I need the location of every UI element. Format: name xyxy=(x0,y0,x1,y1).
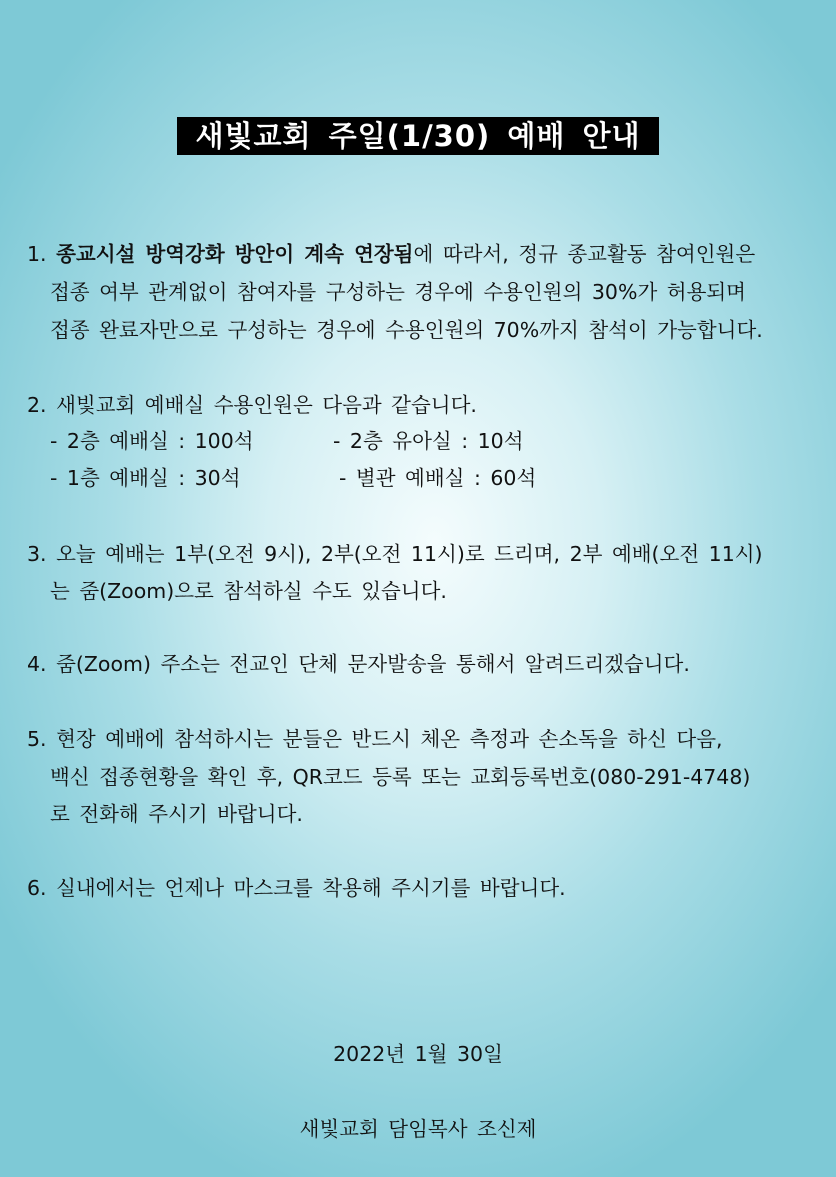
item-4-line-1: 4. 줌(Zoom) 주소는 전교인 단체 문자발송을 통해서 알려드리겠습니다. xyxy=(27,652,690,676)
item-5-line-1: 5. 현장 예배에 참석하시는 분들은 반드시 체온 측정과 손소독을 하신 다음, xyxy=(27,727,723,751)
item-1-line-3: 접종 완료자만으로 구성하는 경우에 수용인원의 70%까지 참석이 가능합니다. xyxy=(50,318,763,342)
item-5-line-3: 로 전화해 주시기 바랍니다. xyxy=(50,802,303,826)
item-5-line-2: 백신 접종현황을 확인 후, QR코드 등록 또는 교회등록번호(080-291-4748) xyxy=(50,765,751,789)
item-1-number: 1. xyxy=(27,242,47,266)
item-1-rest-text: 에 따라서, 정규 종교활동 참여인원은 xyxy=(413,242,756,266)
item-6-line-1: 6. 실내에서는 언제나 마스크를 착용해 주시기를 바랍니다. xyxy=(27,876,566,900)
item-3-line-1: 3. 오늘 예배는 1부(오전 9시), 2부(오전 11시)로 드리며, 2부 예배(오전 11시) xyxy=(27,542,763,566)
pastor-signature: 새빛교회 담임목사 조신제 xyxy=(299,1117,537,1141)
page-title: 새빛교회 주일(1/30) 예배 안내 xyxy=(177,117,658,155)
item-2-room-c: - 1층 예배실 : 30석 xyxy=(50,466,241,490)
announcement-date: 2022년 1월 30일 xyxy=(333,1042,503,1066)
title-container xyxy=(0,117,836,155)
item-2-room-d: - 별관 예배실 : 60석 xyxy=(339,466,537,490)
item-2-room-b: - 2층 유아실 : 10석 xyxy=(333,429,524,453)
item-3-line-2: 는 줌(Zoom)으로 참석하실 수도 있습니다. xyxy=(50,579,447,603)
item-1-bold-text: 종교시설 방역강화 방안이 계속 연장됨 xyxy=(56,242,414,266)
item-1-line-2: 접종 여부 관계없이 참여자를 구성하는 경우에 수용인원의 30%가 허용되며 xyxy=(50,280,746,304)
item-2-line-1: 2. 새빛교회 예배실 수용인원은 다음과 같습니다. xyxy=(27,393,477,417)
item-1-line-1 xyxy=(27,240,755,268)
item-2-room-a: - 2층 예배실 : 100석 xyxy=(50,429,254,453)
